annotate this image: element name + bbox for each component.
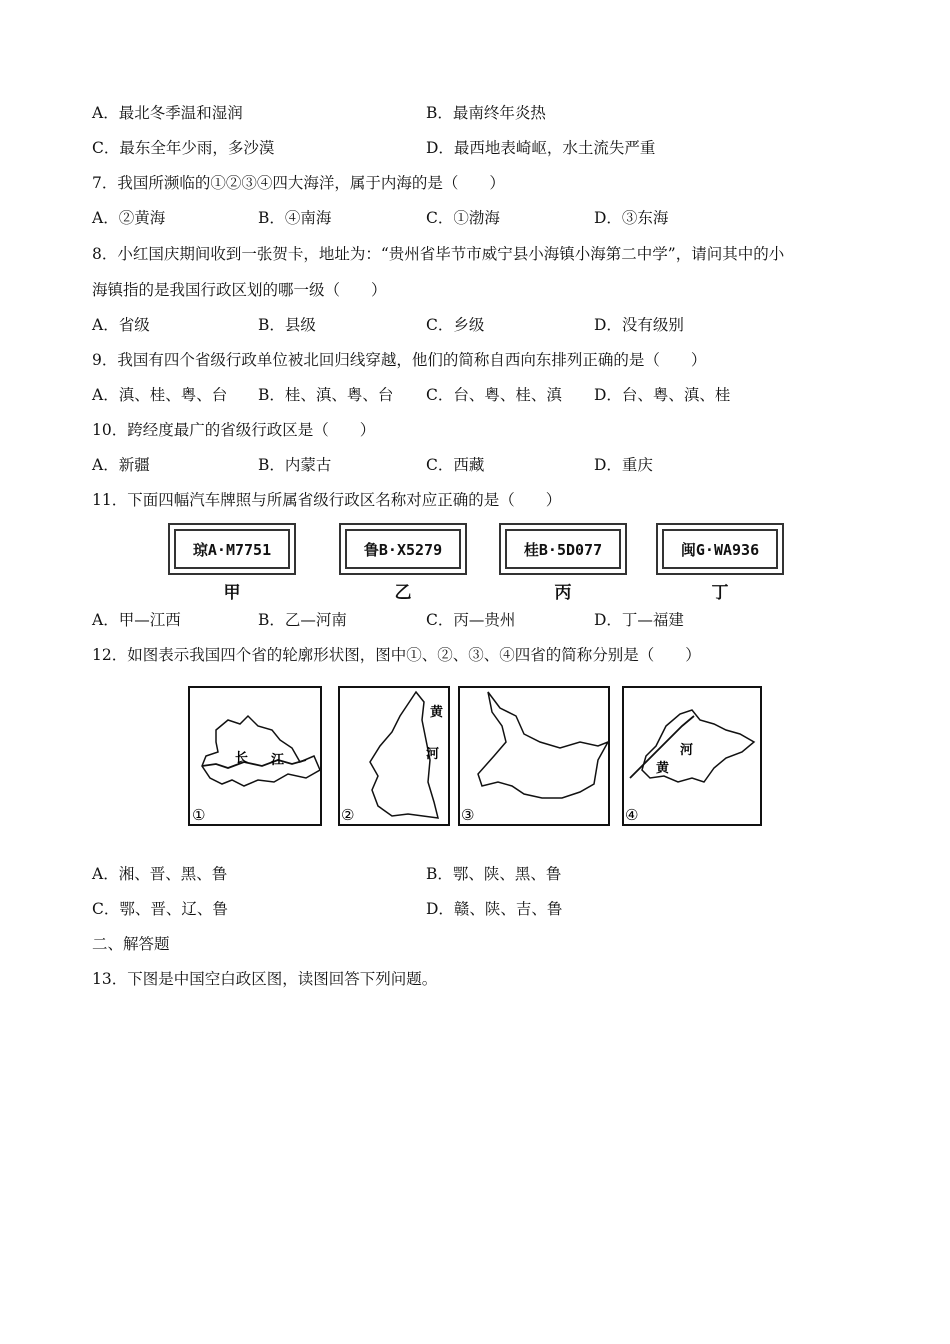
q12-option-b: B．鄂、陕、黑、鲁 bbox=[426, 865, 562, 883]
q11-option-b: B．乙—河南 bbox=[258, 611, 347, 629]
q8-stem-line1: 8．小红国庆期间收到一张贺卡，地址为：“贵州省毕节市威宁县小海镇小海第二中学”，请问其中的小 bbox=[92, 245, 785, 263]
q7-option-a: A．②黄海 bbox=[92, 209, 166, 227]
map1-number: ① bbox=[192, 806, 206, 824]
section-title: 二、解答题 bbox=[92, 935, 170, 953]
q11-option-a: A．甲—江西 bbox=[92, 611, 181, 629]
q13-stem: 13．下图是中国空白政区图，读图回答下列问题。 bbox=[92, 970, 438, 988]
q12-option-d: D．赣、陕、吉、鲁 bbox=[426, 900, 563, 918]
plate-text: 闽G·WA936 bbox=[662, 529, 778, 569]
license-plates-figure bbox=[166, 523, 786, 603]
q7-option-b: B．④南海 bbox=[258, 209, 332, 227]
q9-option-a: A．滇、桂、粤、台 bbox=[92, 386, 228, 404]
province-outline-maps bbox=[188, 686, 763, 826]
map2-river-char1: 黄 bbox=[430, 705, 444, 720]
plate-label-jia: 甲 bbox=[223, 583, 241, 603]
plate-label-bing: 丙 bbox=[554, 583, 572, 603]
map3-number: ③ bbox=[461, 806, 475, 824]
q11-option-d: D．丁—福建 bbox=[594, 611, 684, 629]
q7-option-d: D．③东海 bbox=[594, 209, 669, 227]
q10-option-a: A．新疆 bbox=[92, 456, 150, 474]
province-map-3 bbox=[458, 686, 610, 826]
map2-river-char2: 河 bbox=[426, 747, 440, 762]
q8-stem-line2: 海镇指的是我国行政区划的哪一级（ ） bbox=[92, 281, 387, 299]
plate-label-yi: 乙 bbox=[394, 583, 412, 603]
license-plate-bing bbox=[499, 523, 627, 575]
q7-option-c: C．①渤海 bbox=[426, 209, 500, 227]
q12-option-c: C．鄂、晋、辽、鲁 bbox=[92, 900, 228, 918]
plate-text: 桂B·5D077 bbox=[505, 529, 621, 569]
plate-label-ding: 丁 bbox=[711, 583, 729, 603]
map2-number: ② bbox=[341, 806, 355, 824]
license-plate-ding bbox=[656, 523, 784, 575]
province-map-4 bbox=[622, 686, 762, 826]
q11-stem: 11．下面四幅汽车牌照与所属省级行政区名称对应正确的是（ ） bbox=[92, 491, 562, 509]
province-map-2 bbox=[338, 686, 450, 826]
q9-option-c: C．台、粤、桂、滇 bbox=[426, 386, 562, 404]
q9-stem: 9．我国有四个省级行政单位被北回归线穿越，他们的简称自西向东排列正确的是（ ） bbox=[92, 351, 707, 369]
map4-river-char1: 河 bbox=[680, 743, 694, 758]
province-map-1 bbox=[188, 686, 322, 826]
q7-stem: 7．我国所濒临的①②③④四大海洋，属于内海的是（ ） bbox=[92, 174, 505, 192]
q6-option-a: A．最北冬季温和湿润 bbox=[92, 104, 243, 122]
q10-option-d: D．重庆 bbox=[594, 456, 653, 474]
map1-river-char1: 长 bbox=[235, 751, 249, 766]
license-plate-jia bbox=[168, 523, 296, 575]
q8-option-d: D．没有级别 bbox=[594, 316, 684, 334]
q9-option-d: D．台、粤、滇、桂 bbox=[594, 386, 731, 404]
q12-option-a: A．湘、晋、黑、鲁 bbox=[92, 865, 228, 883]
map1-river-char2: 江 bbox=[271, 753, 285, 768]
q6-option-b: B．最南终年炎热 bbox=[426, 104, 546, 122]
plate-text: 鲁B·X5279 bbox=[345, 529, 461, 569]
map4-river-char2: 黄 bbox=[656, 761, 670, 776]
q10-stem: 10．跨经度最广的省级行政区是（ ） bbox=[92, 421, 376, 439]
q10-option-b: B．内蒙古 bbox=[258, 456, 332, 474]
q9-option-b: B．桂、滇、粤、台 bbox=[258, 386, 394, 404]
license-plate-yi bbox=[339, 523, 467, 575]
q6-option-c: C．最东全年少雨，多沙漠 bbox=[92, 139, 275, 157]
q12-stem: 12．如图表示我国四个省的轮廓形状图，图中①、②、③、④四省的简称分别是（ ） bbox=[92, 646, 701, 664]
q8-option-a: A．省级 bbox=[92, 316, 150, 334]
q10-option-c: C．西藏 bbox=[426, 456, 485, 474]
plate-text: 琼A·M7751 bbox=[174, 529, 290, 569]
q8-option-b: B．县级 bbox=[258, 316, 316, 334]
q11-option-c: C．丙—贵州 bbox=[426, 611, 516, 629]
q6-option-d: D．最西地表崎岖，水土流失严重 bbox=[426, 139, 656, 157]
q8-option-c: C．乡级 bbox=[426, 316, 485, 334]
map4-number: ④ bbox=[625, 806, 639, 824]
